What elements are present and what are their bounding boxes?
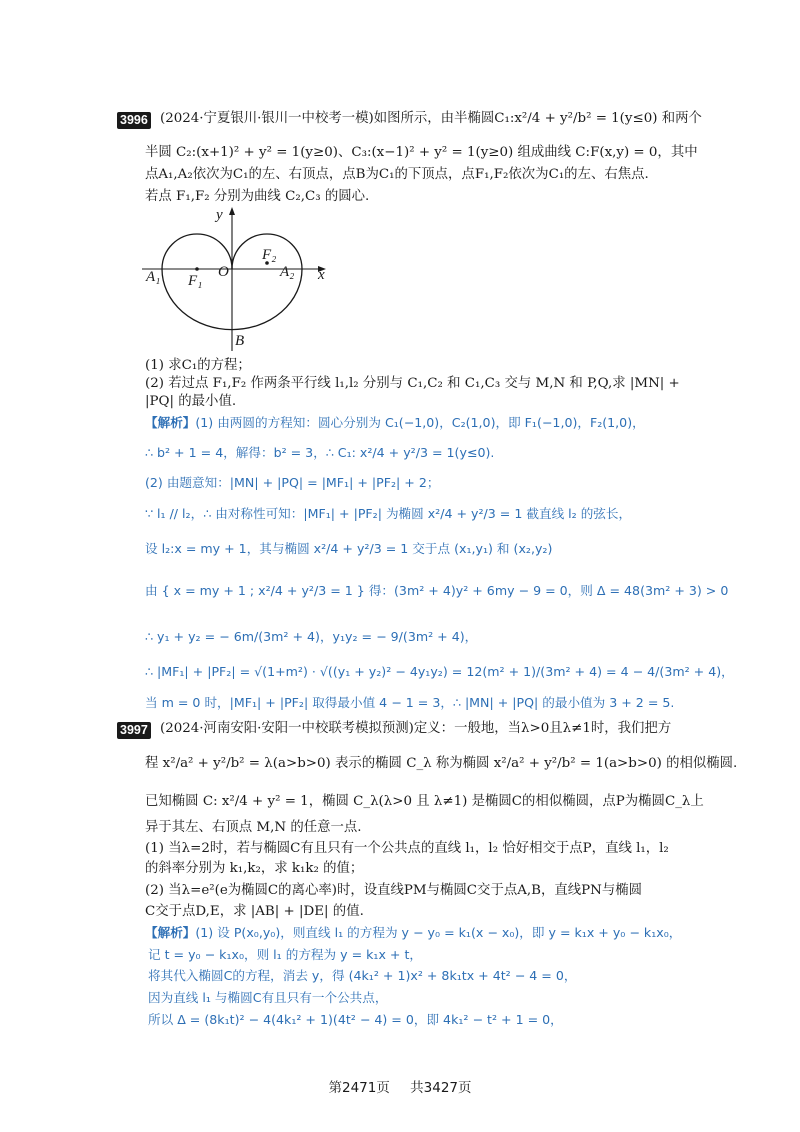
curve-figure bbox=[140, 205, 340, 353]
problem-number-badge: 3997 bbox=[117, 722, 151, 739]
solution-line: 设 l₂:x = my + 1，其与椭圆 x²/4 + y²/3 = 1 交于点 (x₁,y₁) 和 (x₂,y₂) bbox=[145, 541, 553, 556]
solution-text: (1) 设 P(x₀,y₀)，则直线 l₁ 的方程为 y − y₀ = k₁(x − x₀)，即 y = k₁x + y₀ − k₁x₀， bbox=[195, 925, 682, 940]
b-label: B bbox=[235, 333, 245, 349]
focus-f1-point bbox=[195, 267, 199, 271]
a2-label: A₂ bbox=[280, 264, 295, 280]
page-number: 第2471页 bbox=[328, 1080, 390, 1096]
problem-text-line: 若点 F₁,F₂ 分别为曲线 C₂,C₃ 的圆心. bbox=[145, 189, 370, 204]
question-line: (1) 求C₁的方程； bbox=[145, 358, 251, 373]
f2-label: F₂ bbox=[262, 247, 277, 263]
problem-text-line: (2024·宁夏银川·银川一中校考一模)如图所示，由半椭圆C₁:x²/4 + y²/b² = 1(y≤0) 和两个 bbox=[160, 111, 702, 126]
solution-line bbox=[145, 924, 681, 942]
solution-line: 将其代入椭圆C的方程，消去 y，得 (4k₁² + 1)x² + 8k₁tx + 4t² − 4 = 0， bbox=[148, 968, 577, 983]
solution-line: 记 t = y₀ − k₁x₀，则 l₁ 的方程为 y = k₁x + t， bbox=[148, 947, 423, 962]
y-axis-label: y bbox=[216, 207, 223, 223]
solution-line: 当 m = 0 时，|MF₁| + |PF₂| 取得最小值 4 − 1 = 3，∴ |MN| + |PQ| 的最小值为 3 + 2 = 5. bbox=[145, 695, 675, 710]
solution-text: (1) 由两圆的方程知：圆心分别为 C₁(−1,0)，C₂(1,0)，即 F₁(−1,0)，F₂(1,0)， bbox=[195, 415, 645, 430]
problem-text-line: 半圆 C₂:(x+1)² + y² = 1(y≥0)、C₃:(x−1)² + y² = 1(y≥0) 组成曲线 C:F(x,y) = 0，其中 bbox=[145, 145, 698, 160]
f1-label: F₁ bbox=[188, 273, 203, 289]
problem-text-line: 点A₁,A₂依次为C₁的左、右顶点，点B为C₁的下顶点，点F₁,F₂依次为C₁的左、右焦点. bbox=[145, 167, 649, 182]
problem-text-line: (2) 当λ=e²(e为椭圆C的离心率)时，设直线PM与椭圆C交于点A,B，直线PN与椭圆 bbox=[145, 883, 643, 898]
total-pages: 共3427页 bbox=[410, 1080, 472, 1096]
solution-tag: 【解析】 bbox=[145, 925, 196, 940]
problem-text-line: 异于其左、右顶点 M,N 的任意一点. bbox=[145, 820, 362, 835]
problem-text-line: C交于点D,E，求 |AB| + |DE| 的值. bbox=[145, 904, 364, 919]
origin-label: O bbox=[218, 264, 229, 280]
y-axis-arrow bbox=[229, 207, 235, 215]
question-line: (2) 若过点 F₁,F₂ 作两条平行线 l₁,l₂ 分别与 C₁,C₂ 和 C₁,C₃ 交与 M,N 和 P,Q,求 |MN| + bbox=[145, 376, 680, 391]
solution-line: ∴ |MF₁| + |PF₂| = √(1+m²) · √((y₁ + y₂)² − 4y₁y₂) = 12(m² + 1)/(3m² + 4) = 4 − 4/(3m² + 4)， bbox=[145, 664, 734, 679]
problem-text-line: (2024·河南安阳·安阳一中校联考模拟预测)定义：一般地，当λ>0且λ≠1时，我们把方 bbox=[160, 721, 672, 736]
a1-label: A₁ bbox=[146, 269, 161, 285]
solution-line: 因为直线 l₁ 与椭圆C有且只有一个公共点， bbox=[148, 990, 388, 1005]
solution-tag: 【解析】 bbox=[145, 415, 196, 430]
page-footer bbox=[0, 1076, 800, 1096]
solution-line: ∴ y₁ + y₂ = − 6m/(3m² + 4)，y₁y₂ = − 9/(3m² + 4)， bbox=[145, 629, 478, 644]
solution-line: ∵ l₁ // l₂，∴ 由对称性可知：|MF₁| + |PF₂| 为椭圆 x²/4 + y²/3 = 1 截直线 l₂ 的弦长， bbox=[145, 506, 632, 521]
solution-line bbox=[145, 414, 645, 432]
solution-line: 所以 Δ = (8k₁t)² − 4(4k₁² + 1)(4t² − 4) = 0，即 4k₁² − t² + 1 = 0， bbox=[148, 1012, 563, 1027]
x-axis-label: x bbox=[318, 267, 325, 283]
solution-line: (2) 由题意知：|MN| + |PQ| = |MF₁| + |PF₂| + 2； bbox=[145, 475, 440, 490]
question-line: |PQ| 的最小值. bbox=[145, 394, 237, 409]
solution-line: ∴ b² + 1 = 4，解得：b² = 3，∴ C₁: x²/4 + y²/3 = 1(y≤0). bbox=[145, 445, 495, 460]
problem-number-badge: 3996 bbox=[117, 112, 151, 129]
problem-text-line: 程 x²/a² + y²/b² = λ(a>b>0) 表示的椭圆 C_λ 称为椭圆 x²/a² + y²/b² = 1(a>b>0) 的相似椭圆. bbox=[145, 756, 738, 771]
solution-line: 由 { x = my + 1 ; x²/4 + y²/3 = 1 } 得：(3m² + 4)y² + 6my − 9 = 0，则 Δ = 48(3m² + 3) > 0 bbox=[145, 583, 729, 598]
problem-text-line: 已知椭圆 C: x²/4 + y² = 1，椭圆 C_λ(λ>0 且 λ≠1) 是椭圆C的相似椭圆，点P为椭圆C_λ上 bbox=[145, 794, 704, 809]
problem-text-line: 的斜率分别为 k₁,k₂，求 k₁k₂ 的值； bbox=[145, 861, 364, 876]
problem-text-line: (1) 当λ=2时，若与椭圆C有且只有一个公共点的直线 l₁，l₂ 恰好相交于点P，直线 l₁，l₂ bbox=[145, 841, 669, 856]
